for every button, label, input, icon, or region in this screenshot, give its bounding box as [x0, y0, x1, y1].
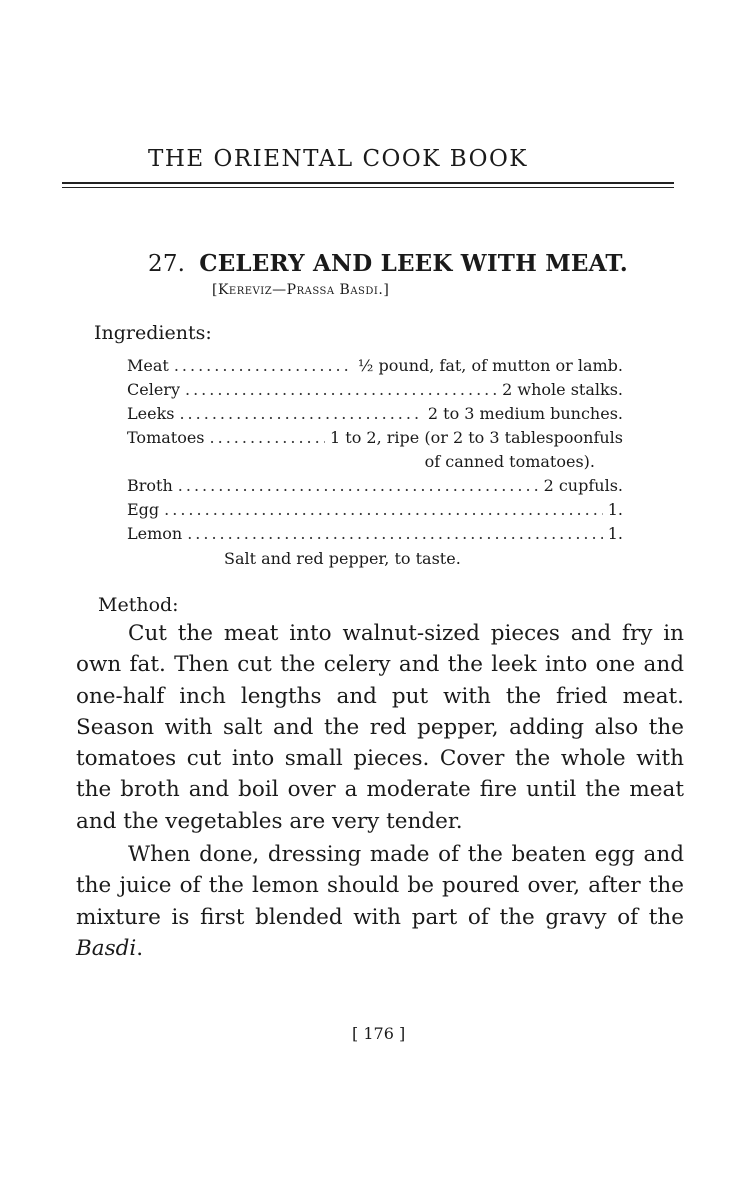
ingredient-amount: 1. [607, 500, 623, 519]
dot-leader [187, 524, 603, 543]
ingredient-amount: 2 whole stalks. [502, 380, 623, 399]
method-text [76, 618, 684, 964]
ingredients-heading: Ingredients: [94, 322, 212, 344]
dot-leader [164, 500, 603, 519]
italic-term: Basdi [76, 935, 137, 961]
ingredient-amount: 2 to 3 medium bunches. [427, 404, 623, 423]
ingredient-continuation: of canned tomatoes). [424, 452, 595, 471]
method-paragraph-2 [76, 839, 684, 964]
recipe-subtitle: [Kereviz—Prassa Basdi.] [212, 282, 390, 298]
ingredient-amount: 1 to 2, ripe (or 2 to 3 tablespoonfuls [330, 428, 623, 447]
ingredients-list [127, 356, 623, 548]
running-head: THE ORIENTAL COOK BOOK [148, 146, 528, 172]
dot-leader [178, 476, 539, 495]
ingredient-name: Tomatoes [127, 428, 205, 447]
ingredient-row [127, 524, 623, 548]
dot-leader [179, 404, 422, 423]
ingredient-name: Celery [127, 380, 180, 399]
dot-leader [174, 356, 353, 375]
ingredient-row [127, 380, 623, 404]
header-rule-thick [62, 182, 674, 184]
dot-leader [185, 380, 497, 399]
ingredient-amount: ½ pound, fat, of mutton or lamb. [357, 356, 623, 375]
ingredient-amount: 2 cupfuls. [543, 476, 623, 495]
seasoning-note: Salt and red pepper, to taste. [224, 549, 461, 568]
ingredient-name: Meat [127, 356, 169, 375]
ingredient-row [127, 356, 623, 380]
ingredient-row [127, 404, 623, 428]
ingredient-row [127, 500, 623, 524]
recipe-title-text: CELERY AND LEEK WITH MEAT. [199, 250, 628, 277]
recipe-title [148, 250, 628, 277]
ingredient-amount: 1. [607, 524, 623, 543]
method-paragraph: Cut the meat into walnut-sized pieces and fry in own fat. Then cut the celery and the leek into one and one-half inch lengths and put with the fried meat. Season with salt and the red pepper, adding also the tomatoes cut into small pieces. Cover the whole with the broth and boil over a moderate fire until the meat and the vegetables are very tender. [76, 621, 684, 834]
dot-leader [210, 428, 325, 447]
page-number: [ 176 ] [352, 1024, 406, 1043]
header-rule-thin [62, 187, 674, 188]
ingredient-name: Leeks [127, 404, 175, 423]
ingredient-name: Lemon [127, 524, 183, 543]
ingredient-name: Egg [127, 500, 160, 519]
recipe-number: 27. [148, 251, 186, 277]
method-heading: Method: [98, 594, 179, 616]
ingredient-row [127, 428, 623, 452]
closing-period: . [136, 935, 144, 961]
ingredient-row [127, 476, 623, 500]
ingredient-name: Broth [127, 476, 173, 495]
method-paragraph-text: When done, dressing made of the beaten egg and the juice of the lemon should be poured over, after the mixture is first blended with part of the gravy of the [76, 842, 684, 930]
